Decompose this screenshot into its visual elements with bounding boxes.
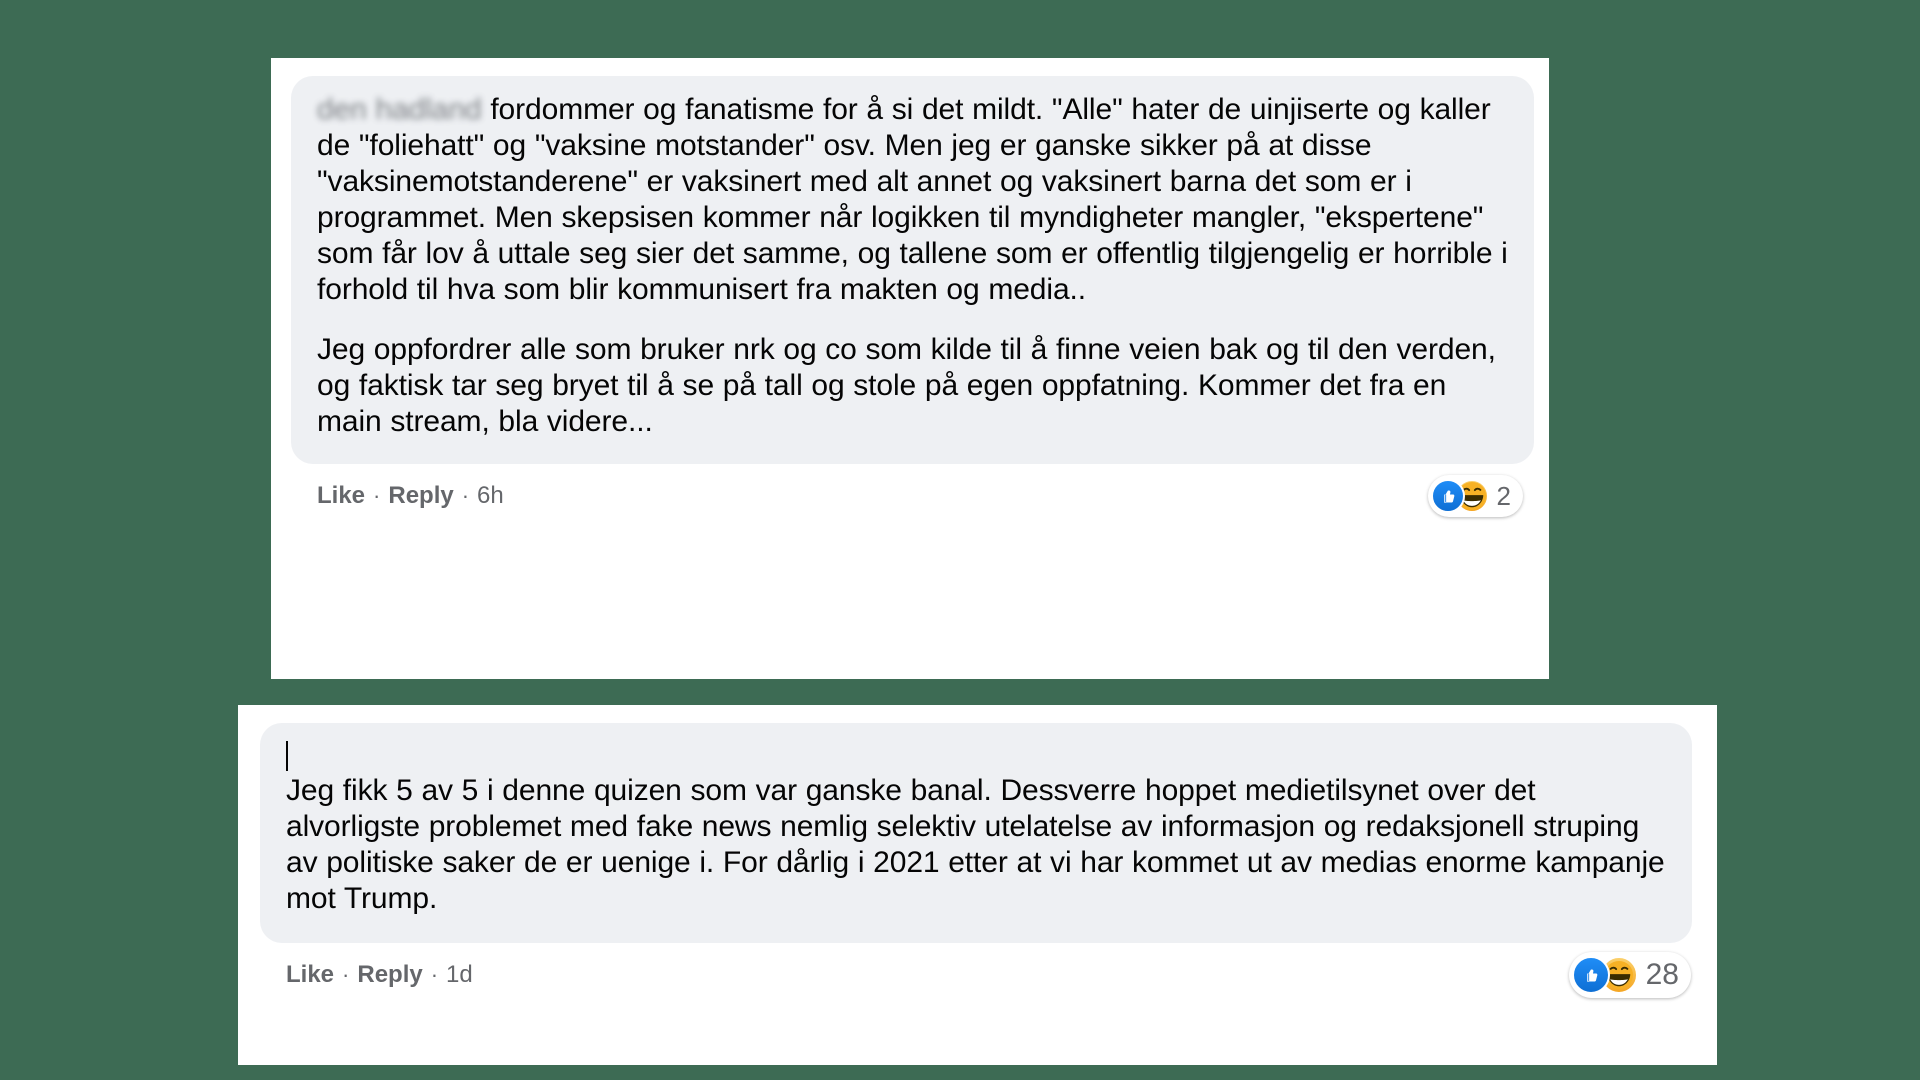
like-button-1[interactable]: Like (317, 482, 366, 509)
action-separator: · (461, 483, 470, 508)
action-separator: · (373, 483, 381, 508)
comment-paragraph-1-2: Jeg oppfordrer alle som bruker nrk og co som kilde til å finne veien bak og til den verden, og faktisk tar seg bryet til å se på tall og stole på egen oppfatning. Kommer det fra en main stream, bla videre... (317, 333, 1496, 438)
reaction-count-2: 28 (1645, 958, 1679, 991)
like-reaction-icon (1572, 956, 1610, 994)
reply-button-1[interactable]: Reply (388, 482, 454, 509)
timestamp-1[interactable]: 6h (477, 482, 504, 509)
timestamp-2[interactable]: 1d (446, 961, 473, 988)
comment-bubble-1 (291, 76, 1534, 464)
reaction-pill-2[interactable] (1569, 952, 1691, 998)
comment-body-1 (317, 92, 1508, 308)
comment-actions-1 (291, 474, 1529, 518)
comment-paragraph-2-1: Jeg fikk 5 av 5 i denne quizen som var ganske banal. Dessverre hoppet medietilsynet over det alvorligste problemet med fake news nemlig selektiv utelatelse av informasjon og redaksjonell struping av politiske saker de er uenige i. For dårlig i 2021 etter at vi har kommet ut av medias enorme kampanje mot Trump. (286, 774, 1665, 915)
reaction-pill-1[interactable] (1428, 475, 1523, 517)
comment-card-2 (238, 705, 1717, 1065)
action-separator: · (342, 962, 350, 987)
like-reaction-icon (1431, 479, 1465, 513)
comment-bubble-2 (260, 723, 1692, 943)
action-separator: · (430, 962, 439, 987)
comment-card-1 (271, 58, 1549, 679)
reply-button-2[interactable]: Reply (357, 961, 423, 988)
like-button-2[interactable]: Like (286, 961, 335, 988)
comment-actions-2 (260, 953, 1695, 997)
reaction-count-1: 2 (1496, 480, 1511, 511)
comment-paragraph-1-1: fordommer og fanatisme for å si det mildt. "Alle" hater de uinjiserte og kaller de "foliehatt" og "vaksine motstander" osv. Men jeg er ganske sikker på at disse "vaksinemotstanderene" er vaksinert med alt annet og vaksinert barna det som er i programmet. Men skepsisen kommer når logikken til myndigheter mangler, "ekspertene" som får lov å uttale seg sier det samme, og tallene som er offentlig tilgjengelig er horrible i forhold til hva som blir kommunisert fra makten og media.. (317, 93, 1508, 306)
redacted-author-name-1: den hadland (317, 93, 482, 126)
text-caret (286, 741, 288, 771)
